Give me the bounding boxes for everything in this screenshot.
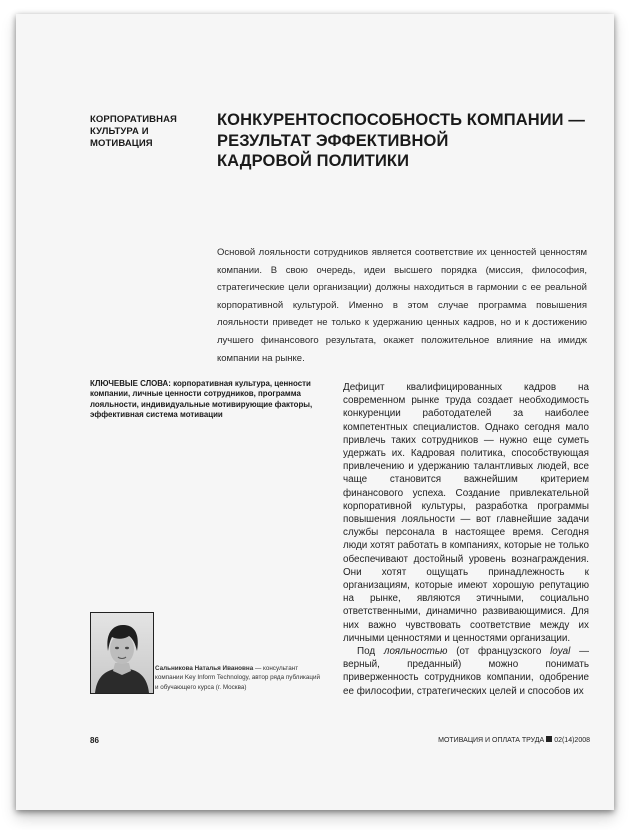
magazine-page (16, 14, 614, 810)
title-line: КАДРОВОЙ ПОЛИТИКИ (217, 152, 410, 170)
author-bio: — консультант компании Key Inform Technology, автор ряда публикаций и обучающего курса (г. Москва) (155, 665, 321, 691)
journal-issue: 02(14)2008 (554, 737, 590, 744)
journal-name: МОТИВАЦИЯ И ОПЛАТА ТРУДА (438, 737, 545, 744)
keywords-text: корпоративная культура, ценности компании, личные ценности сотрудников, программа лояльности, индивидуальные мотивирующие факторы, эффективная система мотивации (90, 379, 313, 420)
title-line: РЕЗУЛЬТАТ ЭФФЕКТИВНОЙ (217, 131, 449, 150)
author-name: Сальникова Наталья Ивановна (155, 665, 254, 672)
keywords-label: КЛЮЧЕВЫЕ СЛОВА: (90, 379, 171, 388)
journal-footer (438, 736, 590, 744)
body-italic-foreign: loyal (550, 646, 571, 658)
author-portrait-icon (91, 613, 153, 693)
article-body (343, 381, 589, 698)
body-paragraph (343, 645, 589, 698)
square-bullet-icon (546, 736, 552, 742)
page-number: 86 (90, 736, 99, 745)
body-text-run: — верный, преданный) можно понимать приверженность сотрудников компании, одобрение ее философии, стратегических целей и способов их (343, 646, 589, 697)
body-text-run: (от французского (447, 646, 551, 658)
article-abstract: Основой лояльности сотрудников является соответствие их ценностей ценностям компании. В свою очередь, идеи высшего порядка (миссия, философия, стратегические цели организации) должны находиться в гармонии с ее реальной корпоративной культурой. Именно в этом случае программа повышения лояльности приведет не только к удержанию ценных кадров, но и к достижению лучшего финансового результата, окажет положительное влияние на имидж компании на рынке. (217, 247, 587, 364)
section-rubric: КОРПОРАТИВНАЯ КУЛЬТУРА И МОТИВАЦИЯ (90, 114, 177, 149)
title-line: КОНКУРЕНТОСПОСОБНОСТЬ КОМПАНИИ — (217, 111, 585, 129)
body-paragraph: Дефицит квалифицированных кадров на современном рынке труда создает необходимость конкуренции работодателей за наиболее компетентных специалистов. Однако сегодня мало привлечь таких сотрудников — нужно еще суметь удержать их. Кадровая политика, способствующая привлечению и удержанию талантливых людей, все чаще становится важнейшим критерием финансового успеха. Создание привлекательной корпоративной культуры, разработка программы повышения лояльности — вот главнейшие задачи службы персонала в настоящее время. Сегодня люди хотят работать в компаниях, которые не только обеспечивают достойный уровень вознаграждения. Они хотят ощущать принадлежность к организациям, которые имеют хорошую репутацию на рынке, являются этичными, социально ответственными, динамично развивающимися. Для них важно чувствовать соответствие между их личными ценностями и ценностями организации. (343, 382, 589, 644)
body-text-run: Под (357, 646, 384, 658)
keywords-block (90, 379, 328, 421)
article-title (217, 110, 587, 172)
author-note (155, 664, 325, 692)
author-photo (90, 612, 154, 694)
body-italic-term: лояльностью (383, 646, 448, 658)
